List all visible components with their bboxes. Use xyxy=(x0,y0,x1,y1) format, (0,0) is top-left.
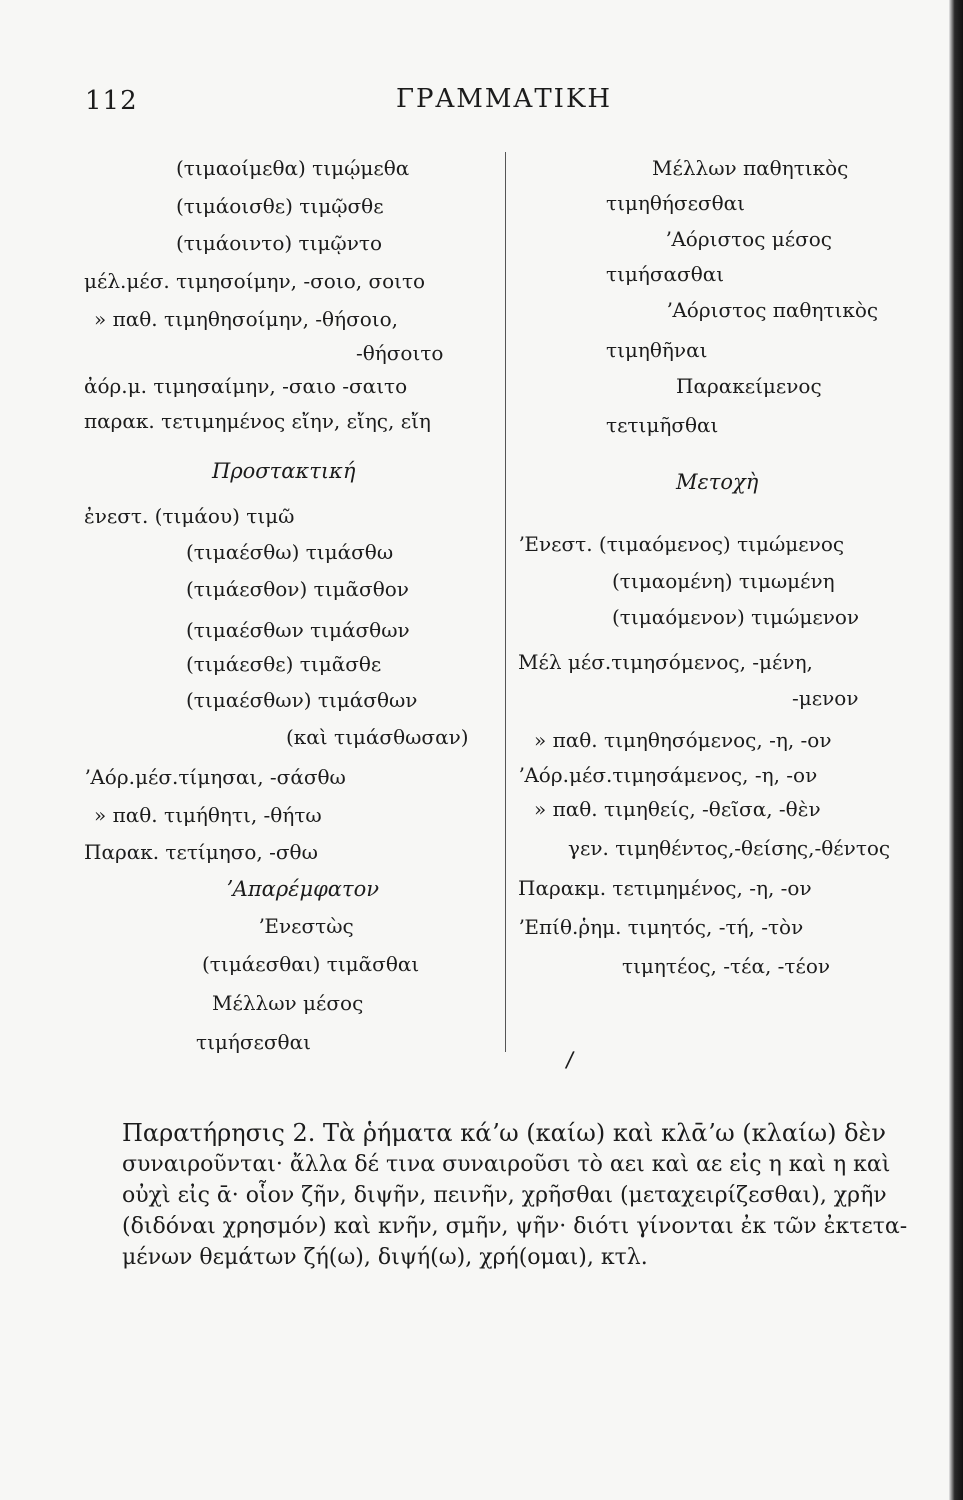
right-line: Παρακμ. τετιμημένος, -η, -ον xyxy=(518,876,812,900)
right-line: ʼΑόριστος παθητικὸς xyxy=(666,298,879,322)
left-line: ἀόρ.μ. τιμησαίμην, -σαιο -σαιτο xyxy=(84,374,408,398)
left-line: -θήσοιτο xyxy=(356,341,444,365)
left-line: » παθ. τιμηθησοίμην, -θήσοιο, xyxy=(94,307,399,331)
right-line: -μενον xyxy=(792,686,859,710)
right-line: ʼΕνεστ. (τιμαόμενος) τιμώμενος xyxy=(518,532,845,556)
page-edge-shadow xyxy=(949,0,963,1500)
left-line: ʼΑόρ.μέσ.τίμησαι, -σάσθω xyxy=(84,765,346,789)
left-line: (τιμάεσθε) τιμᾶσθε xyxy=(186,652,382,676)
left-line: » παθ. τιμήθητι, -θήτω xyxy=(94,803,322,827)
right-line: ʼΑόριστος μέσος xyxy=(665,227,833,251)
page-number: 112 xyxy=(85,86,138,116)
right-line: (τιμαόμενον) τιμώμενον xyxy=(612,605,860,629)
right-line: Μέλλων παθητικὸς xyxy=(652,156,849,180)
left-line: (καὶ τιμάσθωσαν) xyxy=(286,725,469,749)
paragraph-line: μένων θεμάτων ζή(ω), διψή(ω), χρή(ομαι), κτλ. xyxy=(122,1245,648,1270)
left-line: (τιμαοίμεθα) τιμῴμεθα xyxy=(176,156,410,180)
left-line: (τιμάοισθε) τιμῷσθε xyxy=(176,194,384,218)
column-divider xyxy=(505,152,506,1052)
right-line: γεν. τιμηθέντος,-θείσης,-θέντος xyxy=(568,836,891,860)
left-line: Παρακ. τετίμησο, -σθω xyxy=(84,840,318,864)
right-line: τιμηθήσεσθαι xyxy=(606,191,745,215)
right-line: τιμήσασθαι xyxy=(606,262,725,286)
section-heading-participle: Μετοχὴ xyxy=(676,470,759,494)
left-line: μέλ.μέσ. τιμησοίμην, -σοιο, σοιτο xyxy=(84,269,426,293)
right-line: (τιμαομένη) τιμωμένη xyxy=(612,569,835,593)
right-line: Παρακείμενος xyxy=(676,374,822,398)
remark-paragraph xyxy=(122,1118,934,1273)
left-line: (τιμάεσθον) τιμᾶσθον xyxy=(186,577,409,601)
paragraph-line: (διδόναι χρησμόν) καὶ κνῆν, σμῆν, ψῆν· διότι γίνονται ἐκ τῶν ἐκτετα- xyxy=(122,1214,908,1239)
paragraph-line: οὐχὶ εἰς ᾱ· οἷον ζῆν, διψῆν, πεινῆν, χρῆσθαι (μεταχειρίζεσθαι), χρῆν xyxy=(122,1183,887,1208)
section-heading-infinitive: ʼΑπαρέμφατον xyxy=(226,877,379,901)
left-line: (τιμαέσθων τιμάσθων xyxy=(186,618,410,642)
right-line: τετιμῆσθαι xyxy=(606,413,719,437)
section-heading-imperative: Προστακτική xyxy=(212,459,356,483)
left-line: (τιμαέσθω) τιμάσθω xyxy=(186,540,394,564)
left-line: (τιμάοιντο) τιμῷντο xyxy=(176,231,382,255)
left-line: ʼΕνεστὼς xyxy=(258,914,354,938)
right-line: » παθ. τιμηθείς, -θεῖσα, -θὲν xyxy=(534,797,821,821)
right-line: » παθ. τιμηθησόμενος, -η, -ον xyxy=(534,728,832,752)
left-line: (τιμάεσθαι) τιμᾶσθαι xyxy=(202,952,420,976)
running-title: ΓΡΑΜΜΑΤΙΚΗ xyxy=(396,84,613,114)
pen-mark: / xyxy=(564,1047,576,1074)
right-line: ʼΑόρ.μέσ.τιμησάμενος, -η, -ον xyxy=(518,763,818,787)
left-line: Μέλλων μέσος xyxy=(212,991,364,1015)
right-line: τιμηθῆναι xyxy=(606,338,708,362)
paragraph-line: Παρατήρησις 2. Τὰ ῥήματα κάʼω (καίω) καὶ κλᾱʼω (κλαίω) δὲν xyxy=(122,1119,886,1147)
left-line: ἐνεστ. (τιμάου) τιμῶ xyxy=(84,504,295,528)
paragraph-line: συναιροῦνται· ἄλλα δέ τινα συναιροῦσι τὸ αει καὶ αε εἰς η καὶ η καὶ xyxy=(122,1152,891,1177)
right-line: ʼΕπίθ.ῥημ. τιμητός, -τή, -τὸν xyxy=(518,915,804,939)
left-line: παρακ. τετιμημένος εἴην, εἴης, εἴη xyxy=(84,409,431,433)
right-line: Μέλ μέσ.τιμησόμενος, -μένη, xyxy=(518,650,813,674)
right-line: τιμητέος, -τέα, -τέον xyxy=(622,954,831,978)
left-line: (τιμαέσθων) τιμάσθων xyxy=(186,688,418,712)
left-line: τιμήσεσθαι xyxy=(196,1030,311,1054)
